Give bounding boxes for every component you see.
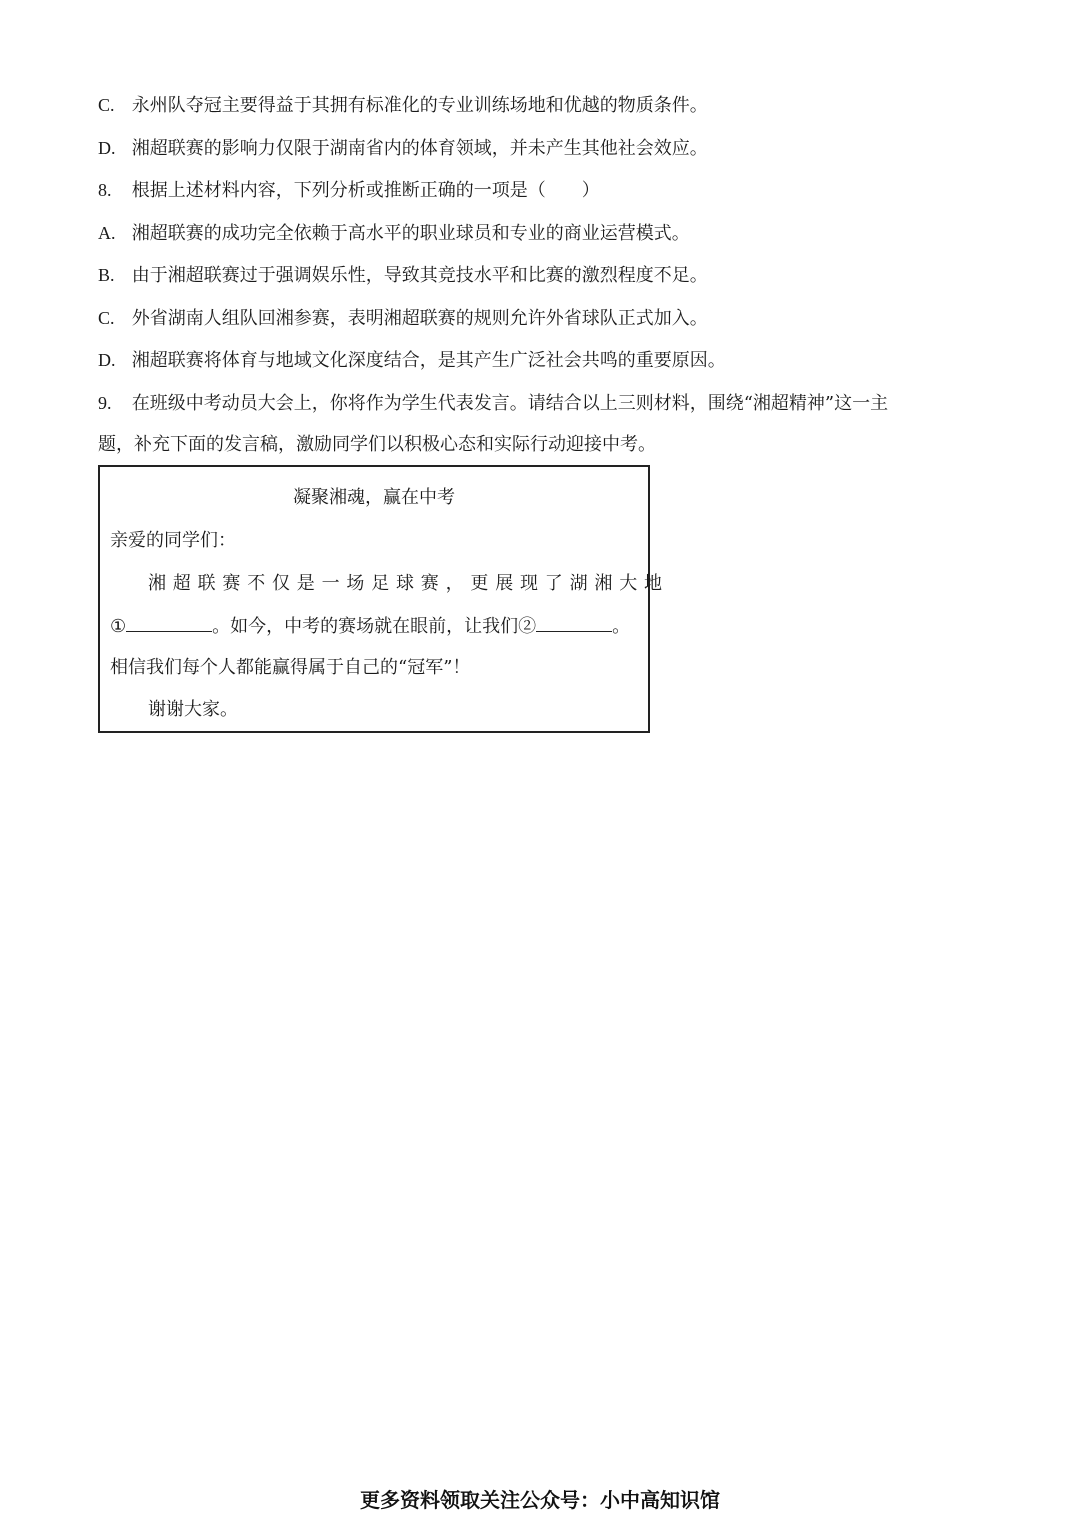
speech-para-line3: 相信我们每个人都能赢得属于自己的“冠军”！ <box>110 657 471 678</box>
blank-1-marker: ① <box>110 616 127 637</box>
option-label: C. <box>98 95 115 115</box>
speech-para-line1: 湘超联赛不仅是一场足球赛，更展现了湖湘大地 <box>148 573 669 594</box>
footer-promo: 更多资料领取关注公众号：小中高知识馆 <box>360 1488 720 1512</box>
question-text-line1: 在班级中考动员大会上，你将作为学生代表发言。请结合以上三则材料，围绕“湘超精神”这一主 <box>131 393 889 414</box>
blank-2[interactable] <box>536 615 612 632</box>
q7-option-c <box>98 94 708 117</box>
option-text: 湘超联赛的影响力仅限于湖南省内的体育领域，并未产生其他社会效应。 <box>131 138 708 159</box>
option-label: A. <box>98 223 116 243</box>
speech-title: 凝聚湘魂，赢在中考 <box>293 487 455 508</box>
option-label: D. <box>98 138 116 158</box>
option-text: 由于湘超联赛过于强调娱乐性，导致其竞技水平和比赛的激烈程度不足。 <box>131 265 708 286</box>
question-8 <box>98 179 600 202</box>
speech-closing: 谢谢大家。 <box>148 699 238 720</box>
q8-option-a <box>98 222 690 245</box>
q8-option-d <box>98 349 726 372</box>
option-text: 湘超联赛将体育与地域文化深度结合，是其产生广泛社会共鸣的重要原因。 <box>131 350 726 371</box>
q8-option-c <box>98 307 708 330</box>
option-text: 湘超联赛的成功完全依赖于高水平的职业球员和专业的商业运营模式。 <box>131 223 690 244</box>
blank-1[interactable] <box>126 615 212 632</box>
option-text: 永州队夺冠主要得益于其拥有标准化的专业训练场地和优越的物质条件。 <box>131 95 708 116</box>
question-text: 根据上述材料内容，下列分析或推断正确的一项是（ ） <box>131 180 600 201</box>
question-9 <box>98 392 888 415</box>
speech-greeting: 亲爱的同学们： <box>110 530 236 551</box>
option-label: C. <box>98 308 115 328</box>
speech-para-mid: 。如今，中考的赛场就在眼前，让我们② <box>212 616 537 637</box>
option-label: D. <box>98 350 116 370</box>
question-text-line2: 题，补充下面的发言稿，激励同学们以积极心态和实际行动迎接中考。 <box>98 434 656 455</box>
question-9-cont <box>98 434 656 456</box>
speech-box <box>98 465 669 733</box>
question-number: 8. <box>98 180 112 200</box>
speech-para-line2 <box>110 615 630 638</box>
q8-option-b <box>98 264 708 287</box>
question-number: 9. <box>98 393 112 413</box>
speech-para-end: 。 <box>612 616 631 637</box>
q7-option-d <box>98 137 708 160</box>
option-text: 外省湖南人组队回湘参赛，表明湘超联赛的规则允许外省球队正式加入。 <box>131 308 708 329</box>
option-label: B. <box>98 265 115 285</box>
